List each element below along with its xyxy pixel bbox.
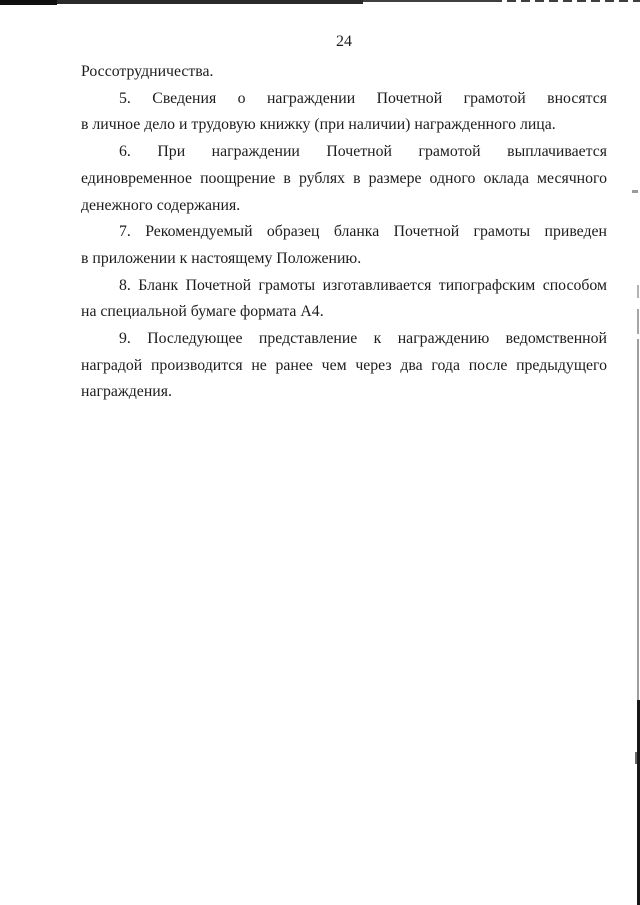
scan-artifact-right-line [637,309,639,334]
paragraph [81,139,607,219]
page-number: 24 [336,33,352,50]
text-line: 7. Рекомендуемый образец бланка Почетной грамоты приведен [119,223,607,241]
scan-artifact-top-line [363,0,493,2]
text-line: в приложении к настоящему Положению. [81,249,362,267]
scan-artifact-right-line [637,285,639,298]
text-line: награждения. [81,383,172,401]
scan-artifact-right-notch [635,752,637,764]
scan-artifact-top-bar [57,0,363,4]
text-line: наградой производится не ранее чем через два года после предыдущего [81,356,607,374]
text-line: 6. При награждении Почетной грамотой выплачивается [119,143,607,161]
text-line: 5. Сведения о награждении Почетной грамотой вносятся [119,89,607,107]
scan-artifact-right-line [637,339,639,700]
scan-artifact-right-dash [632,190,638,193]
text-line: единовременное поощрение в рублях в размере одного оклада месячного [81,169,607,187]
paragraph [81,86,607,139]
paragraph [81,273,607,326]
paragraph [81,219,607,272]
text-line: 8. Бланк Почетной грамоты изготавливается типографским способом [119,276,607,294]
document-text [81,59,607,406]
text-line: 9. Последующее представление к награждению ведомственной [119,330,607,348]
text-line: в личное дело и трудовую книжку (при наличии) награжденного лица. [81,116,556,134]
text-line: Россотрудничества. [81,63,214,80]
paragraph [81,326,607,406]
text-line: на специальной бумаге формата А4. [81,303,324,321]
paragraph [81,59,607,86]
text-line: денежного содержания. [81,196,241,214]
scan-artifact-top-bar [0,0,57,5]
scan-artifact-top-dashed-line [493,0,640,2]
